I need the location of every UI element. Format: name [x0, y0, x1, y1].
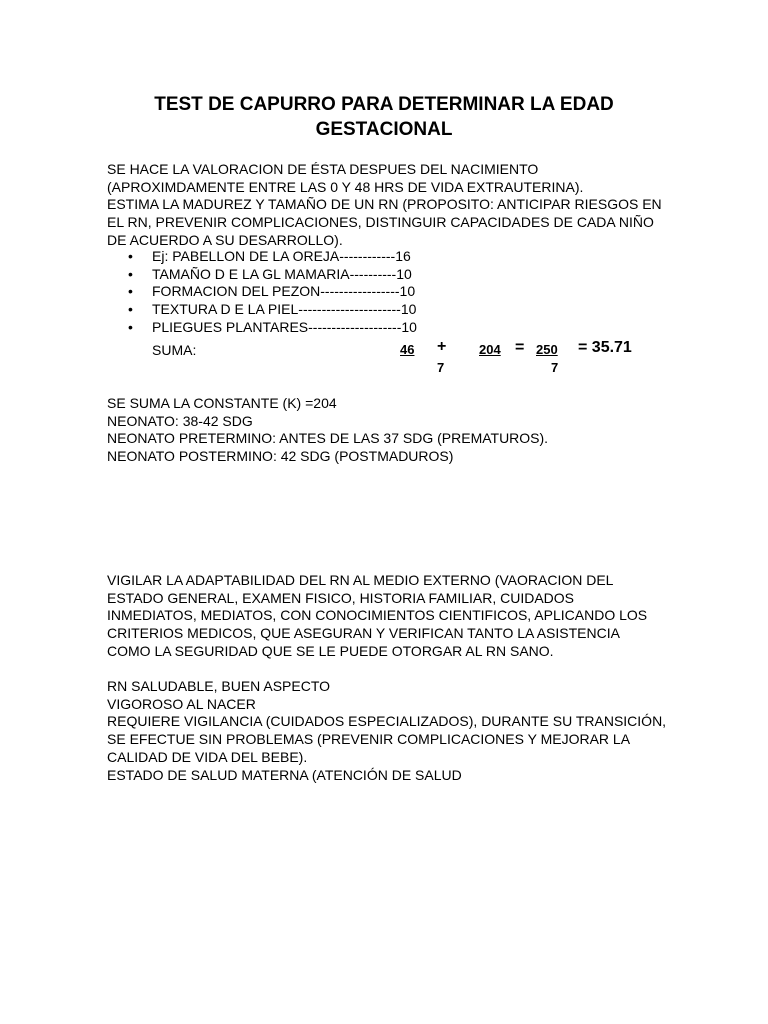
criteria-item: • PLIEGUES PLANTARES--------------------10 [107, 319, 417, 337]
healthy-rn-line: CALIDAD DE VIDA DEL BEBE). [107, 748, 308, 765]
sum-label: SUMA: [152, 342, 197, 358]
adaptability-line: ESTADO GENERAL, EXAMEN FISICO, HISTORIA FAMILIAR, CUIDADOS [107, 589, 575, 606]
intro-line: (APROXIMDAMENTE ENTRE LAS 0 Y 48 HRS DE VIDA EXTRAUTERINA). [107, 178, 584, 195]
criteria-item: • TAMAÑO D E LA GL MAMARIA----------10 [107, 266, 417, 284]
healthy-rn-line: ESTADO DE SALUD MATERNA (ATENCIÓN DE SALUD [107, 766, 462, 783]
title-line-2: GESTACIONAL [315, 119, 453, 140]
sum-constant-204: 204 [479, 342, 501, 357]
sum-total-250: 250 [536, 342, 558, 357]
criteria-item: • FORMACION DEL PEZON-----------------10 [107, 283, 417, 301]
healthy-rn-line: VIGOROSO AL NACER [107, 695, 256, 712]
constants-paragraph [107, 395, 667, 466]
criteria-list [107, 248, 417, 337]
plus-sign: + [437, 338, 447, 355]
sum-result: = 35.71 [578, 339, 632, 356]
intro-line: ESTIMA LA MADUREZ Y TAMAÑO DE UN RN (PROPOSITO: ANTICIPAR RIESGOS EN [107, 196, 662, 213]
document-title [107, 92, 661, 142]
adaptability-line: COMO LA SEGURIDAD QUE SE LE PUEDE OTORGAR AL RN SANO. [107, 642, 554, 659]
constants-line: SE SUMA LA CONSTANTE (K) =204 [107, 395, 337, 411]
healthy-rn-line: REQUIERE VIGILANCIA (CUIDADOS ESPECIALIZADOS), DURANTE SU TRANSICIÓN, [107, 713, 667, 730]
title-line-1: TEST DE CAPURRO PARA DETERMINAR LA EDAD [154, 94, 614, 115]
constants-line: NEONATO: 38-42 SDG [107, 412, 253, 429]
denominator-2: 7 [551, 360, 559, 375]
healthy-rn-line: SE EFECTUE SIN PROBLEMAS (PREVENIR COMPLICACIONES Y MEJORAR LA [107, 731, 631, 748]
criteria-item: • TEXTURA D E LA PIEL----------------------10 [107, 301, 417, 319]
equals-sign: = [515, 339, 525, 356]
criteria-item: • Ej: PABELLON DE LA OREJA------------16 [107, 248, 417, 266]
intro-line: SE HACE LA VALORACION DE ÉSTA DESPUES DEL NACIMIENTO [107, 161, 539, 177]
intro-line: DE ACUERDO A SU DESARROLLO). [107, 231, 343, 248]
intro-paragraph [107, 161, 667, 250]
constants-line: NEONATO POSTERMINO: 42 SDG (POSTMADUROS) [107, 448, 454, 465]
healthy-rn-line: RN SALUDABLE, BUEN ASPECTO [107, 678, 331, 694]
intro-line: EL RN, PREVENIR COMPLICACIONES, DISTINGUIR CAPACIDADES DE CADA NIÑO [107, 214, 654, 231]
adaptability-line: VIGILAR LA ADAPTABILIDAD DEL RN AL MEDIO EXTERNO (VAORACION DEL [107, 572, 614, 588]
sum-numerator-46: 46 [400, 342, 415, 357]
healthy-rn-paragraph [107, 678, 667, 784]
adaptability-line: CRITERIOS MEDICOS, QUE ASEGURAN Y VERIFICAN TANTO LA ASISTENCIA [107, 625, 620, 642]
adaptability-line: INMEDIATOS, MEDIATOS, CON CONOCIMIENTOS CIENTIFICOS, APLICANDO LOS [107, 607, 648, 624]
adaptability-paragraph [107, 572, 667, 661]
constants-line: NEONATO PRETERMINO: ANTES DE LAS 37 SDG (PREMATUROS). [107, 430, 549, 447]
denominator-1: 7 [437, 360, 445, 375]
